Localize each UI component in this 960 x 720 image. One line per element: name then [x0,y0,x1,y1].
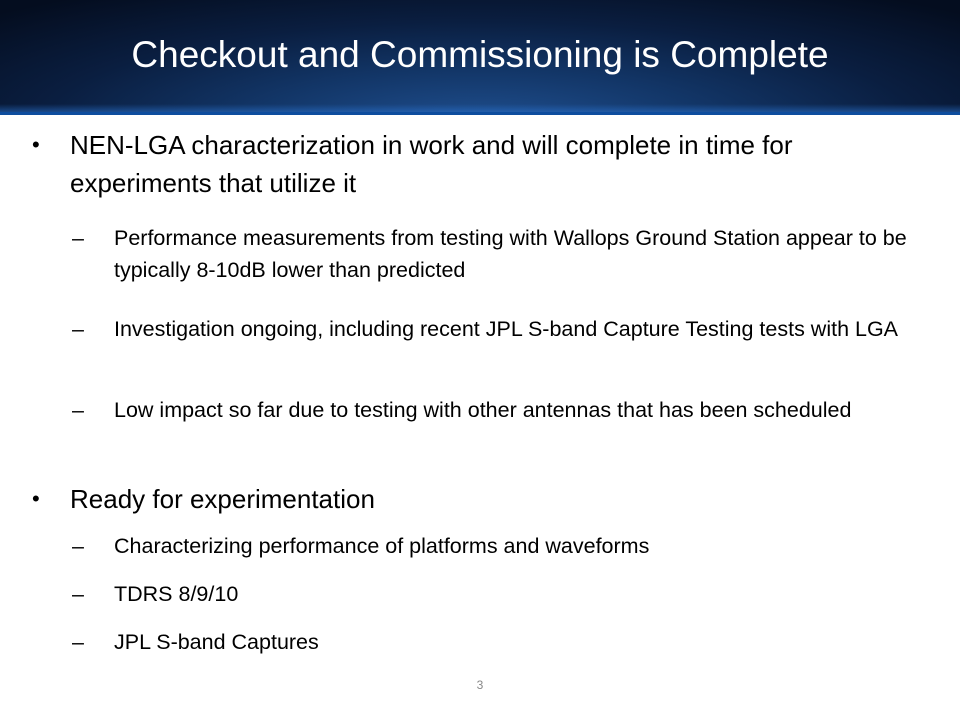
page-number: 3 [476,678,484,692]
sub-bullet-item [72,530,929,562]
sub-bullet-text: Low impact so far due to testing with other antennas that has been scheduled [114,398,852,422]
bullet-text: NEN-LGA characterization in work and will complete in time for experiments that utilize it [70,130,793,198]
sub-bullet-item [72,394,929,426]
sub-bullet-item [72,313,929,345]
sub-bullet-marker: – [72,582,84,606]
sub-bullet-item [72,222,929,286]
bullet-text: Ready for experimentation [70,484,375,514]
sub-bullet-text: Performance measurements from testing with Wallops Ground Station appear to be typically 8-10dB lower than predicted [114,226,907,282]
sub-bullet-marker: – [72,534,84,558]
sub-bullet-item [72,578,929,610]
bullet-marker: • [32,486,40,511]
sub-bullet-marker: – [72,317,84,341]
bullet-item [32,480,915,518]
sub-bullet-text: JPL S-band Captures [114,630,319,654]
sub-bullet-text: TDRS 8/9/10 [114,582,239,606]
sub-bullet-marker: – [72,630,84,654]
sub-bullet-marker: – [72,226,84,250]
sub-bullet-text: Characterizing performance of platforms and waveforms [114,534,650,558]
bullet-marker: • [32,132,40,157]
sub-bullet-item [72,626,929,658]
sub-bullet-marker: – [72,398,84,422]
slide-title: Checkout and Commissioning is Complete [131,34,829,75]
bullet-item [32,126,915,202]
sub-bullet-text: Investigation ongoing, including recent JPL S-band Capture Testing tests with LGA [114,317,899,341]
